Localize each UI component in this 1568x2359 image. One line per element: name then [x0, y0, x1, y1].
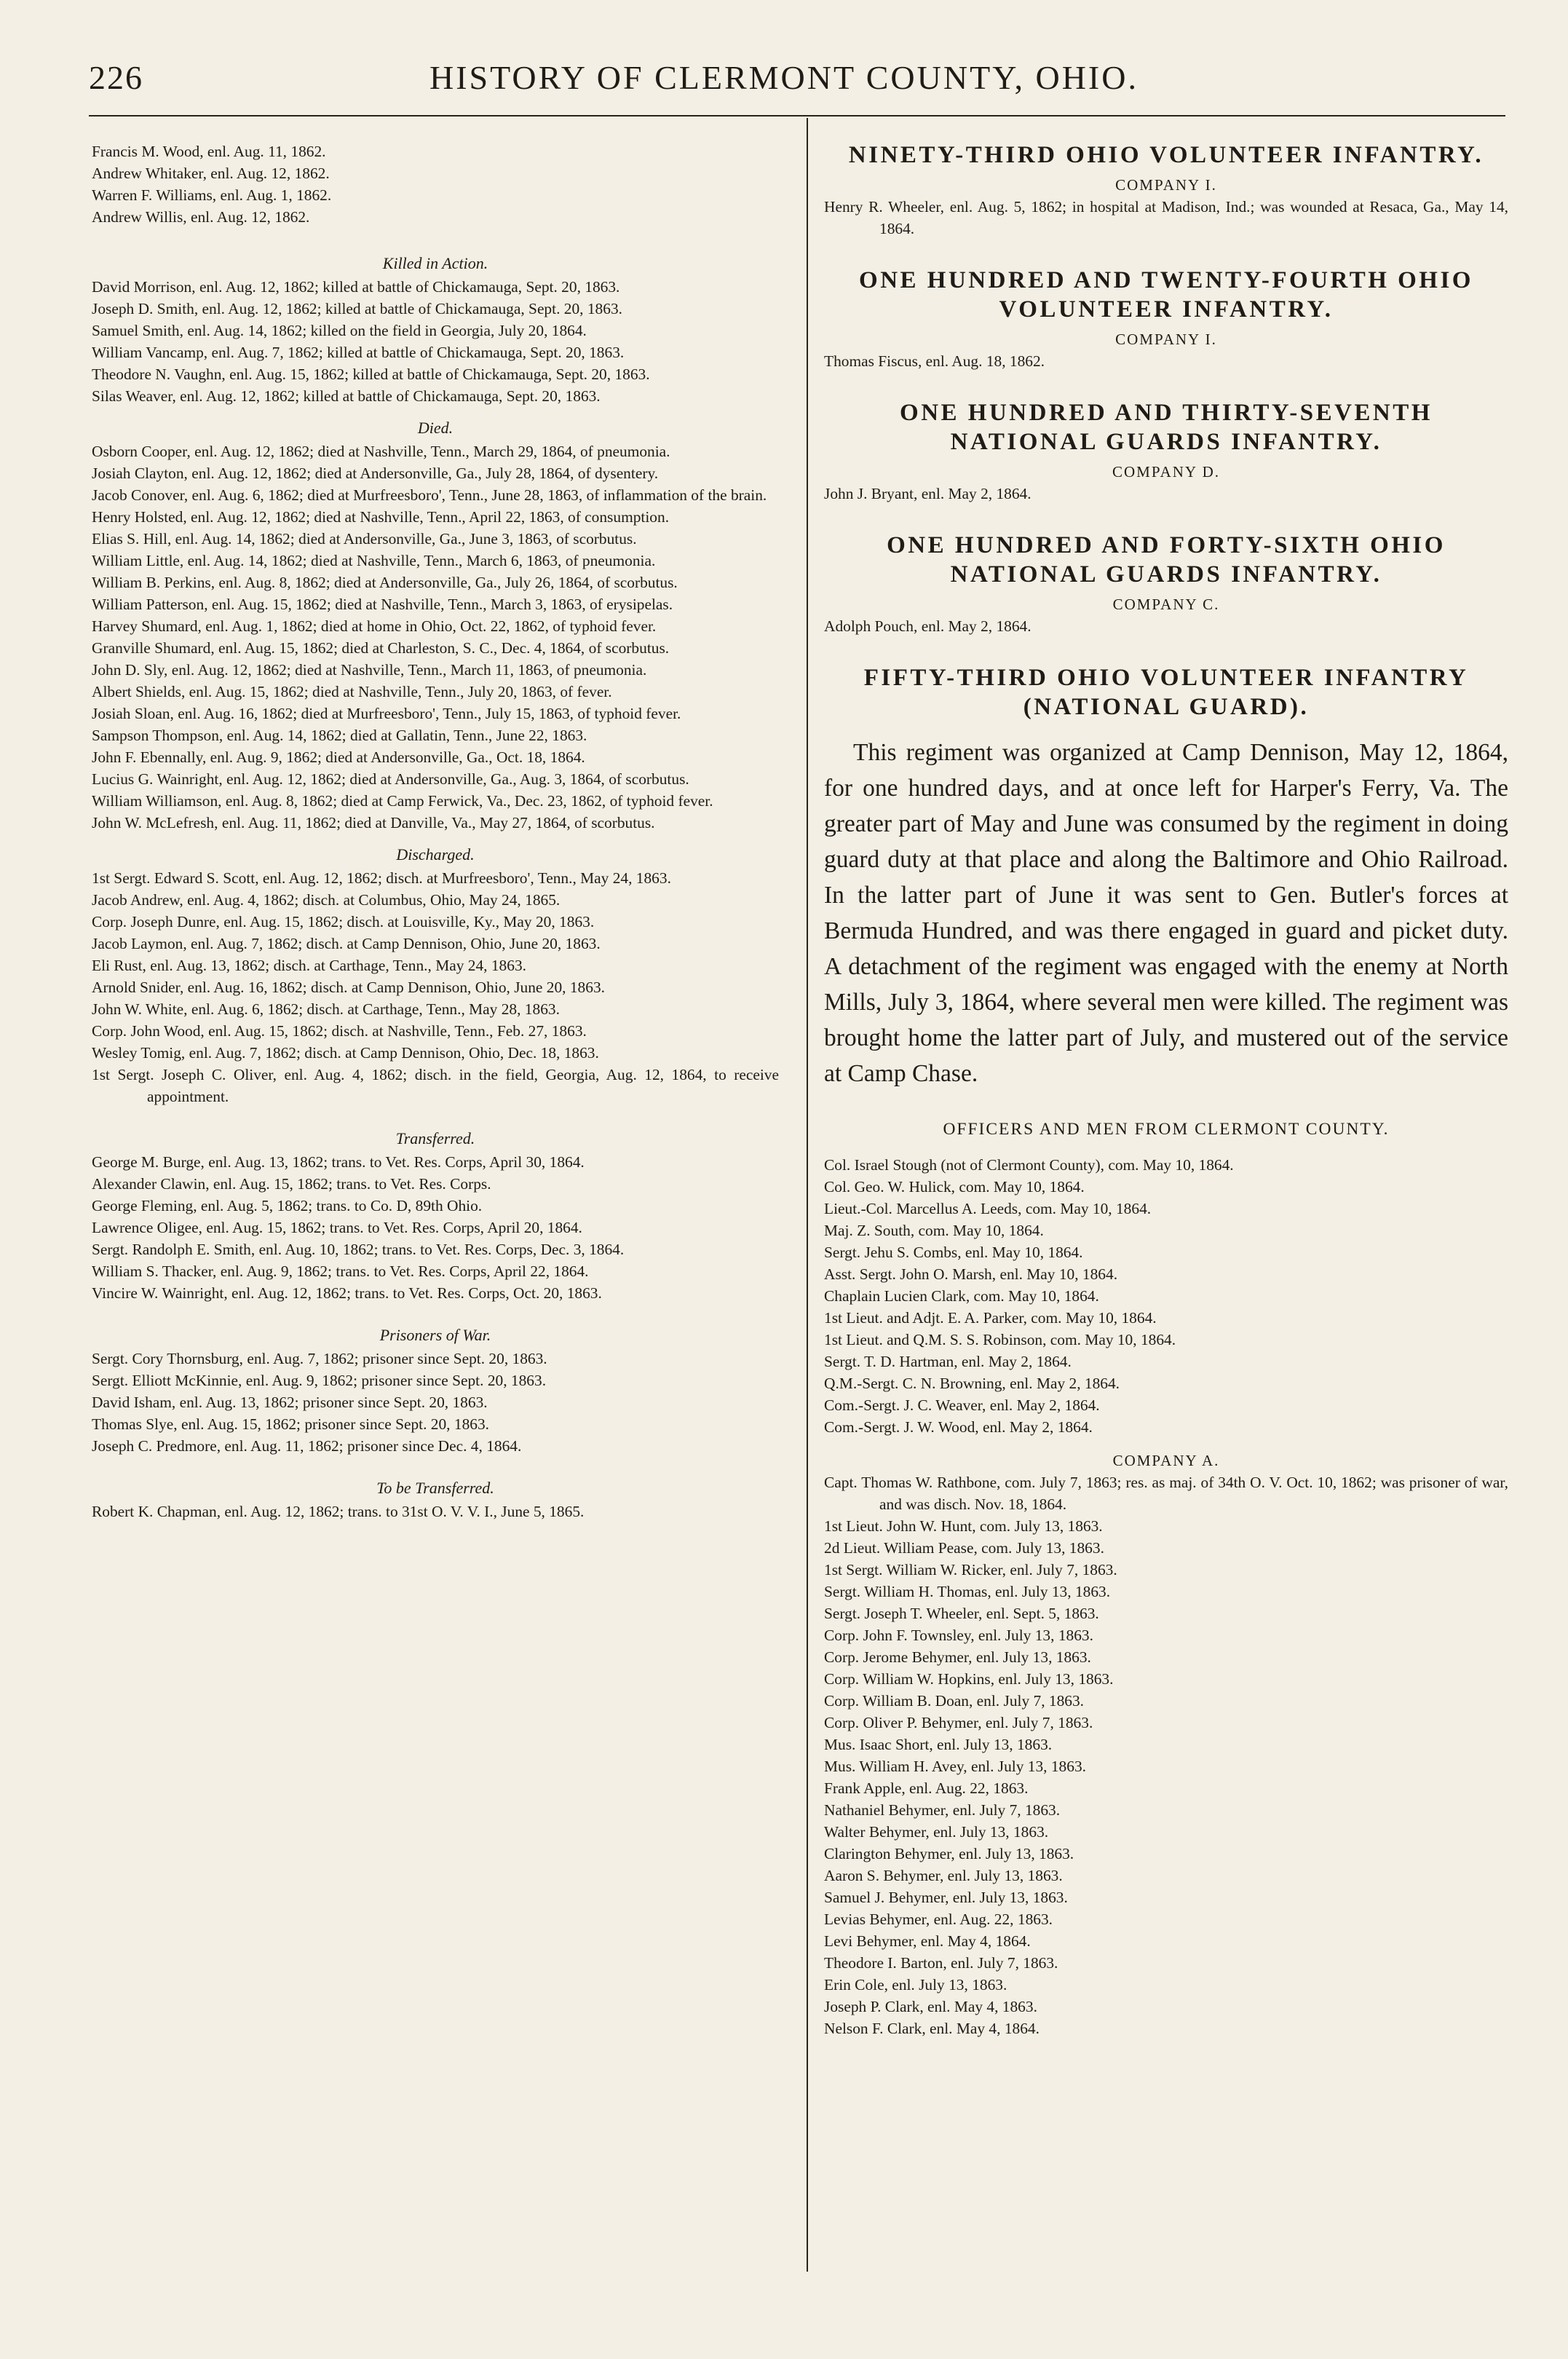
roster-entry: Corp. William W. Hopkins, enl. July 13, 1863. — [824, 1670, 1114, 1688]
roster-entry: Com.-Sergt. J. W. Wood, enl. May 2, 1864. — [824, 1418, 1093, 1436]
roster-entry: Wesley Tomig, enl. Aug. 7, 1862; disch. at Camp Dennison, Ohio, Dec. 18, 1863. — [92, 1044, 599, 1062]
roster-entry: 1st Lieut. and Q.M. S. S. Robinson, com. May 10, 1864. — [824, 1331, 1176, 1348]
section-heading: Prisoners of War. — [379, 1326, 491, 1344]
roster-entry: Harvey Shumard, enl. Aug. 1, 1862; died at home in Ohio, Oct. 22, 1862, of typhoid fever. — [92, 617, 657, 635]
regiment-block — [824, 141, 1508, 266]
roster-entry: Lieut.-Col. Marcellus A. Leeds, com. May 10, 1864. — [824, 1200, 1152, 1217]
spacer — [824, 372, 1508, 398]
right-column — [824, 141, 1508, 2039]
roster-entry: Clarington Behymer, enl. July 13, 1863. — [824, 1845, 1074, 1862]
roster-entry: Arnold Snider, enl. Aug. 16, 1862; disch. at Camp Dennison, Ohio, June 20, 1863. — [92, 979, 605, 996]
regiment-block — [824, 266, 1508, 398]
roster-entry: Frank Apple, enl. Aug. 22, 1863. — [824, 1779, 1029, 1797]
roster-entry: 1st Sergt. William W. Ricker, enl. July 7, 1863. — [824, 1561, 1117, 1578]
roster-entry: Joseph C. Predmore, enl. Aug. 11, 1862; prisoner since Dec. 4, 1864. — [92, 1437, 522, 1455]
roster-entry: 1st Sergt. Edward S. Scott, enl. Aug. 12, 1862; disch. at Murfreesboro', Tenn., May 24, 1863. — [92, 869, 671, 887]
company-heading: COMPANY I. — [1115, 331, 1217, 348]
roster-entry: 1st Sergt. Joseph C. Oliver, enl. Aug. 4, 1862; disch. in the field, Georgia, Aug. 12, 1864, to receive appointment. — [92, 1066, 779, 1105]
roster-entry: John D. Sly, enl. Aug. 12, 1862; died at Nashville, Tenn., March 11, 1863, of pneumonia. — [92, 661, 647, 679]
regiment-heading: FIFTY-THIRD OHIO VOLUNTEER INFANTRY (NATIONAL GUARD). — [863, 665, 1469, 720]
roster-entry: William Vancamp, enl. Aug. 7, 1862; killed at battle of Chickamauga, Sept. 20, 1863. — [92, 344, 625, 361]
roster-entry: Osborn Cooper, enl. Aug. 12, 1862; died at Nashville, Tenn., March 29, 1864, of pneumonia. — [92, 443, 670, 460]
company-heading: COMPANY I. — [1115, 176, 1217, 194]
roster-entry: Sergt. Cory Thornsburg, enl. Aug. 7, 1862; prisoner since Sept. 20, 1863. — [92, 1350, 547, 1367]
spacer — [824, 637, 1508, 663]
roster-entry: Erin Cole, enl. July 13, 1863. — [824, 1976, 1007, 1994]
roster-entry: Levi Behymer, enl. May 4, 1864. — [824, 1932, 1031, 1950]
left-sections — [92, 253, 779, 1522]
fifty-third-section — [824, 663, 1508, 2039]
roster-entry: Robert K. Chapman, enl. Aug. 12, 1862; trans. to 31st O. V. V. I., June 5, 1865. — [92, 1503, 585, 1520]
roster-entry: Corp. Oliver P. Behymer, enl. July 7, 1863. — [824, 1714, 1093, 1731]
roster-entry: Corp. Jerome Behymer, enl. July 13, 1863. — [824, 1648, 1091, 1666]
roster-entry: Sergt. Jehu S. Combs, enl. May 10, 1864. — [824, 1244, 1083, 1261]
spacer — [92, 1304, 779, 1314]
roster-entry: Albert Shields, enl. Aug. 15, 1862; died at Nashville, Tenn., July 20, 1863, of fever. — [92, 683, 612, 700]
officers-list — [824, 1154, 1508, 1438]
roster-entry: Josiah Sloan, enl. Aug. 16, 1862; died at Murfreesboro', Tenn., July 15, 1863, of typhoid fever. — [92, 705, 681, 722]
regiment-block — [824, 398, 1508, 531]
regiment-heading: ONE HUNDRED AND FORTY-SIXTH OHIO NATIONAL GUARDS INFANTRY. — [887, 532, 1446, 588]
roster-entry: Samuel Smith, enl. Aug. 14, 1862; killed on the field in Georgia, July 20, 1864. — [92, 322, 587, 339]
column-divider — [807, 118, 808, 2272]
roster-entry: Sergt. T. D. Hartman, enl. May 2, 1864. — [824, 1353, 1072, 1370]
company-heading: COMPANY A. — [1112, 1452, 1220, 1469]
roster-entry: Theodore I. Barton, enl. July 7, 1863. — [824, 1954, 1058, 1972]
section-heading: Died. — [417, 419, 454, 437]
roster-entry: Sergt. Joseph T. Wheeler, enl. Sept. 5, 1863. — [824, 1605, 1099, 1622]
regiment-heading: NINETY-THIRD OHIO VOLUNTEER INFANTRY. — [848, 142, 1484, 168]
roster-entry: Jacob Conover, enl. Aug. 6, 1862; died at Murfreesboro', Tenn., June 28, 1863, of inflammation of the brain. — [92, 486, 767, 504]
regiment-list — [824, 141, 1508, 663]
regiment-block — [824, 531, 1508, 663]
roster-entry: 1st Lieut. and Adjt. E. A. Parker, com. May 10, 1864. — [824, 1309, 1157, 1327]
roster-entry: Thomas Slye, enl. Aug. 15, 1862; prisoner since Sept. 20, 1863. — [92, 1415, 490, 1433]
roster-entry: Walter Behymer, enl. July 13, 1863. — [824, 1823, 1049, 1841]
roster-entry: Jacob Laymon, enl. Aug. 7, 1862; disch. at Camp Dennison, Ohio, June 20, 1863. — [92, 935, 601, 952]
roster-entry: Elias S. Hill, enl. Aug. 14, 1862; died at Andersonville, Ga., June 3, 1863, of scorbutus. — [92, 530, 637, 548]
section-heading: Killed in Action. — [382, 254, 488, 272]
roster-entry: Sergt. Elliott McKinnie, enl. Aug. 9, 1862; prisoner since Sept. 20, 1863. — [92, 1372, 547, 1389]
roster-entry: Samuel J. Behymer, enl. July 13, 1863. — [824, 1889, 1068, 1906]
section-heading: To be Transferred. — [376, 1479, 494, 1497]
roster-entry: Q.M.-Sergt. C. N. Browning, enl. May 2, 1864. — [824, 1375, 1120, 1392]
roster-entry: Lucius G. Wainright, enl. Aug. 12, 1862; died at Andersonville, Ga., Aug. 3, 1864, of scorbutus. — [92, 770, 689, 788]
roster-entry: Sergt. William H. Thomas, enl. July 13, 1863. — [824, 1583, 1111, 1600]
roster-entry: William B. Perkins, enl. Aug. 8, 1862; died at Andersonville, Ga., July 26, 1864, of scorbutus. — [92, 574, 678, 591]
company-heading: COMPANY C. — [1112, 596, 1220, 613]
roster-entry: Col. Geo. W. Hulick, com. May 10, 1864. — [824, 1178, 1085, 1196]
roster-entry: William S. Thacker, enl. Aug. 9, 1862; trans. to Vet. Res. Corps, April 22, 1864. — [92, 1263, 589, 1280]
spacer — [92, 1107, 779, 1118]
top-entries — [92, 141, 779, 228]
roster-entry: Capt. Thomas W. Rathbone, com. July 7, 1863; res. as maj. of 34th O. V. Oct. 10, 1862; was prisoner of war, and was disch. Nov. 18, 1864. — [824, 1474, 1508, 1513]
roster-entry: Joseph D. Smith, enl. Aug. 12, 1862; killed at battle of Chickamauga, Sept. 20, 1863. — [92, 300, 622, 317]
roster-entry: 1st Lieut. John W. Hunt, com. July 13, 1863. — [824, 1517, 1103, 1535]
roster-entry: George Fleming, enl. Aug. 5, 1862; trans. to Co. D, 89th Ohio. — [92, 1197, 483, 1214]
roster-entry: Eli Rust, enl. Aug. 13, 1862; disch. at Carthage, Tenn., May 24, 1863. — [92, 957, 526, 974]
roster-entry: Silas Weaver, enl. Aug. 12, 1862; killed at battle of Chickamauga, Sept. 20, 1863. — [92, 387, 601, 405]
company-a-list — [824, 1471, 1508, 2039]
roster-entry: Granville Shumard, enl. Aug. 15, 1862; died at Charleston, S. C., Dec. 4, 1864, of scorbutus. — [92, 639, 670, 657]
roster-entry: Alexander Clawin, enl. Aug. 15, 1862; trans. to Vet. Res. Corps. — [92, 1175, 491, 1193]
page-number: 226 — [89, 59, 143, 96]
roster-entry: Adolph Pouch, enl. May 2, 1864. — [824, 617, 1032, 635]
roster-entry: Joseph P. Clark, enl. May 4, 1863. — [824, 1998, 1037, 2015]
roster-entry: Sampson Thompson, enl. Aug. 14, 1862; died at Gallatin, Tenn., June 22, 1863. — [92, 727, 587, 744]
officers-heading: OFFICERS AND MEN FROM CLERMONT COUNTY. — [943, 1120, 1390, 1139]
section-heading: Transferred. — [395, 1129, 475, 1147]
header-rule — [89, 115, 1505, 116]
roster-entry: Corp. John F. Townsley, enl. July 13, 1863. — [824, 1627, 1093, 1644]
roster-entry: John J. Bryant, enl. May 2, 1864. — [824, 485, 1032, 502]
roster-entry: Andrew Willis, enl. Aug. 12, 1862. — [92, 208, 310, 226]
roster-entry: George M. Burge, enl. Aug. 13, 1862; trans. to Vet. Res. Corps, April 30, 1864. — [92, 1153, 585, 1171]
roster-entry: Corp. John Wood, enl. Aug. 15, 1862; disch. at Nashville, Tenn., Feb. 27, 1863. — [92, 1022, 587, 1040]
roster-entry: John F. Ebennally, enl. Aug. 9, 1862; died at Andersonville, Ga., Oct. 18, 1864. — [92, 748, 585, 766]
spacer — [92, 1457, 779, 1467]
roster-entry: John W. McLefresh, enl. Aug. 11, 1862; died at Danville, Va., May 27, 1864, of scorbutus. — [92, 814, 655, 831]
left-column — [92, 141, 779, 1522]
roster-entry: Levias Behymer, enl. Aug. 22, 1863. — [824, 1910, 1053, 1928]
regiment-history-paragraph: This regiment was organized at Camp Dennison, May 12, 1864, for one hundred days, and at once left for Harper's Ferry, Va. The greater part of May and June was consumed by the regiment in doing guard duty at that place and along the Baltimore and Ohio Railroad. In the latter part of June it was sent to Gen. Butler's forces at Bermuda Hundred, and was there engaged in guard and picket duty. A detachment of the regiment was engaged with the enemy at North Mills, July 3, 1864, where several men were killed. The regiment was brought home the latter part of July, and mustered out of the service at Camp Chase. — [824, 739, 1508, 1087]
section-heading: Discharged. — [396, 845, 475, 864]
roster-entry: Asst. Sergt. John O. Marsh, enl. May 10, 1864. — [824, 1265, 1118, 1283]
roster-entry: Jacob Andrew, enl. Aug. 4, 1862; disch. at Columbus, Ohio, May 24, 1865. — [92, 891, 561, 909]
roster-entry: Vincire W. Wainright, enl. Aug. 12, 1862; trans. to Vet. Res. Corps, Oct. 20, 1863. — [92, 1284, 602, 1302]
roster-entry: Chaplain Lucien Clark, com. May 10, 1864. — [824, 1287, 1099, 1305]
roster-entry: David Isham, enl. Aug. 13, 1862; prisoner since Sept. 20, 1863. — [92, 1394, 488, 1411]
roster-entry: Col. Israel Stough (not of Clermont County), com. May 10, 1864. — [824, 1156, 1234, 1174]
roster-entry: Henry R. Wheeler, enl. Aug. 5, 1862; in hospital at Madison, Ind.; was wounded at Resaca, Ga., May 14, 1864. — [824, 198, 1508, 237]
company-heading: COMPANY D. — [1112, 463, 1220, 481]
roster-entry: Com.-Sergt. J. C. Weaver, enl. May 2, 1864. — [824, 1396, 1100, 1414]
regiment-heading: ONE HUNDRED AND THIRTY-SEVENTH NATIONAL GUARDS INFANTRY. — [900, 400, 1433, 455]
roster-entry: Francis M. Wood, enl. Aug. 11, 1862. — [92, 143, 326, 160]
running-title: HISTORY OF CLERMONT COUNTY, OHIO. — [429, 59, 1139, 96]
roster-entry: Theodore N. Vaughn, enl. Aug. 15, 1862; killed at battle of Chickamauga, Sept. 20, 1863. — [92, 365, 650, 383]
roster-entry: William Patterson, enl. Aug. 15, 1862; died at Nashville, Tenn., March 3, 1863, of erysipelas. — [92, 596, 673, 613]
roster-entry: 2d Lieut. William Pease, com. July 13, 1863. — [824, 1539, 1104, 1557]
roster-entry: Mus. Isaac Short, enl. July 13, 1863. — [824, 1736, 1053, 1753]
page-header — [0, 51, 1568, 109]
roster-entry: Maj. Z. South, com. May 10, 1864. — [824, 1222, 1044, 1239]
roster-entry: Henry Holsted, enl. Aug. 12, 1862; died at Nashville, Tenn., April 22, 1863, of consumption. — [92, 508, 670, 526]
roster-entry: Mus. William H. Avey, enl. July 13, 1863. — [824, 1758, 1086, 1775]
roster-entry: Andrew Whitaker, enl. Aug. 12, 1862. — [92, 165, 330, 182]
roster-entry: David Morrison, enl. Aug. 12, 1862; killed at battle of Chickamauga, Sept. 20, 1863. — [92, 278, 620, 296]
spacer — [92, 228, 779, 238]
roster-entry: Sergt. Randolph E. Smith, enl. Aug. 10, 1862; trans. to Vet. Res. Corps, Dec. 3, 1864. — [92, 1241, 625, 1258]
roster-entry: Thomas Fiscus, enl. Aug. 18, 1862. — [824, 352, 1045, 370]
roster-entry: John W. White, enl. Aug. 6, 1862; disch. at Carthage, Tenn., May 28, 1863. — [92, 1000, 560, 1018]
roster-entry: Corp. Joseph Dunre, enl. Aug. 15, 1862; disch. at Louisville, Ky., May 20, 1863. — [92, 913, 595, 930]
regiment-heading: ONE HUNDRED AND TWENTY-FOURTH OHIO VOLUNTEER INFANTRY. — [859, 267, 1473, 323]
roster-entry: Lawrence Oligee, enl. Aug. 15, 1862; trans. to Vet. Res. Corps, April 20, 1864. — [92, 1219, 582, 1236]
spacer — [824, 240, 1508, 266]
roster-entry: Aaron S. Behymer, enl. July 13, 1863. — [824, 1867, 1063, 1884]
roster-entry: Nelson F. Clark, enl. May 4, 1864. — [824, 2020, 1040, 2037]
roster-entry: Josiah Clayton, enl. Aug. 12, 1862; died at Andersonville, Ga., July 28, 1864, of dysentery. — [92, 465, 659, 482]
spacer — [824, 505, 1508, 531]
roster-entry: Nathaniel Behymer, enl. July 7, 1863. — [824, 1801, 1061, 1819]
roster-entry: William Williamson, enl. Aug. 8, 1862; died at Camp Ferwick, Va., Dec. 23, 1862, of typhoid fever. — [92, 792, 713, 810]
roster-entry: Warren F. Williams, enl. Aug. 1, 1862. — [92, 186, 332, 204]
roster-entry: William Little, enl. Aug. 14, 1862; died at Nashville, Tenn., March 6, 1863, of pneumonia. — [92, 552, 656, 569]
roster-entry: Corp. William B. Doan, enl. July 7, 1863. — [824, 1692, 1085, 1710]
